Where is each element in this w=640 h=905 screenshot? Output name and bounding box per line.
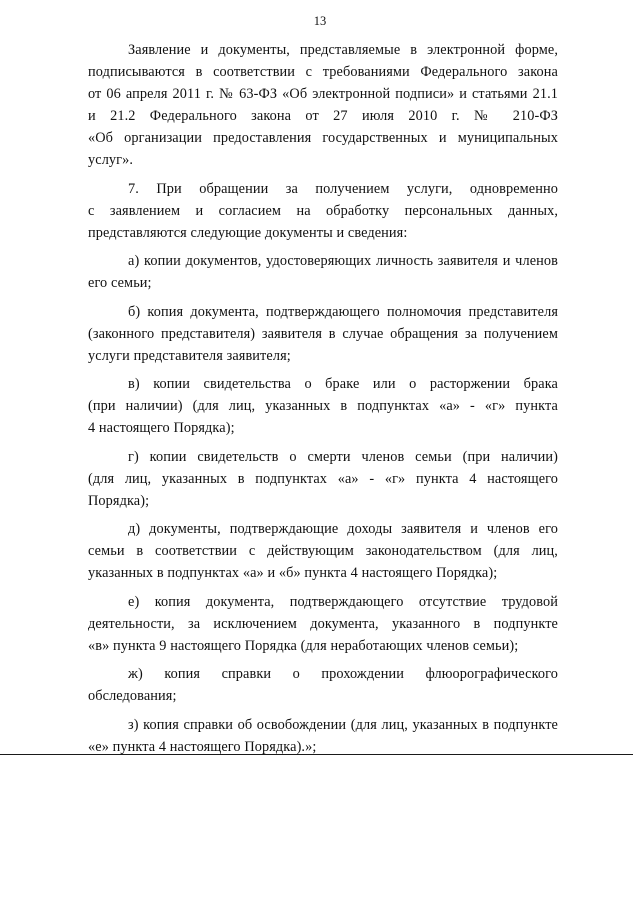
text-line: от 06 апреля 2011 г. № 63-ФЗ «Об электронной подписи» и статьями 21.1 xyxy=(88,86,558,102)
text-line: Заявление и документы, представляемые в электронной форме, xyxy=(128,42,558,58)
text-line: (для лиц, указанных в подпунктах «а» - «г» пункта 4 настоящего xyxy=(88,470,558,487)
text-line: ж) копия справки о прохождении флюорографического xyxy=(128,666,558,682)
text-line: деятельности, за исключением документа, указанного в подпункте xyxy=(88,615,558,632)
text-line: «в» пункта 9 настоящего Порядка (для неработающих членов семьи); xyxy=(88,637,519,654)
paragraph xyxy=(88,446,558,512)
text-line: Порядка); xyxy=(88,492,150,509)
text-line: услуги представителя заявителя; xyxy=(88,347,291,364)
text-line: з) копия справки об освобождении (для лиц, указанных в подпункте xyxy=(128,716,558,733)
text-line: д) документы, подтверждающие доходы заявителя и членов его xyxy=(128,521,558,537)
footer-divider xyxy=(0,754,633,755)
text-line: «е» пункта 4 настоящего Порядка).»; xyxy=(88,738,317,755)
text-line: указанных в подпунктах «а» и «б» пункта 4 настоящего Порядка); xyxy=(88,565,498,581)
document-body xyxy=(88,39,558,764)
text-line: (при наличии) (для лиц, указанных в подпунктах «а» - «г» пункта xyxy=(88,398,558,414)
text-line: обследования; xyxy=(88,688,177,704)
paragraph xyxy=(88,591,558,657)
text-line: (законного представителя) заявителя в случае обращения за получением xyxy=(88,325,558,342)
page-number: 13 xyxy=(313,14,327,28)
text-line: е) копия документа, подтверждающего отсутствие трудовой xyxy=(128,593,558,610)
text-line: г) копии свидетельств о смерти членов семьи (при наличии) xyxy=(128,448,558,465)
paragraph xyxy=(88,178,558,244)
text-line: 4 настоящего Порядка); xyxy=(88,420,235,436)
paragraph xyxy=(88,39,558,171)
text-line: б) копия документа, подтверждающего полномочия представителя xyxy=(128,303,558,320)
text-line: и 21.2 Федерального закона от 27 июля 2010 г. № 210-ФЗ xyxy=(88,108,558,124)
paragraph xyxy=(88,250,558,294)
paragraph xyxy=(88,714,558,758)
text-line: услуг». xyxy=(88,152,134,168)
text-line: «Об организации предоставления государственных и муниципальных xyxy=(88,130,558,146)
text-line: его семьи; xyxy=(88,275,152,291)
paragraph xyxy=(88,301,558,367)
text-line: подписываются в соответствии с требованиями Федерального закона xyxy=(88,64,558,80)
paragraph xyxy=(88,518,558,584)
paragraph xyxy=(88,373,558,439)
text-line: 7. При обращении за получением услуги, одновременно xyxy=(128,180,558,197)
text-line: с заявлением и согласием на обработку персональных данных, xyxy=(88,202,558,219)
paragraph xyxy=(88,663,558,707)
text-line: семьи в соответствии с действующим законодательством (для лиц, xyxy=(88,543,558,559)
text-line: а) копии документов, удостоверяющих личность заявителя и членов xyxy=(128,253,558,269)
text-line: в) копии свидетельства о браке или о расторжении брака xyxy=(128,376,558,392)
text-line: представляются следующие документы и сведения: xyxy=(88,224,408,241)
